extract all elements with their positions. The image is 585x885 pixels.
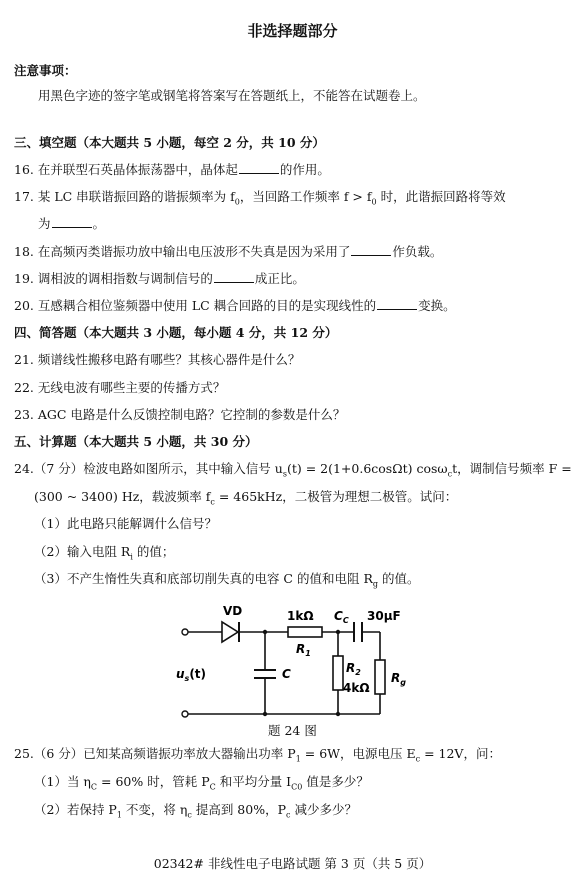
question-24-part2: （2）输入电阻 $R_i$ 的值；: [34, 544, 175, 562]
label-r2: $R_2$: [346, 661, 361, 677]
detector-circuit-diagram: [170, 600, 410, 720]
input-terminal-top: [182, 629, 188, 635]
label-c: C: [282, 667, 291, 681]
capacitor-c: [254, 670, 276, 678]
question-22: 22. 无线电波有哪些主要的传播方式？: [14, 380, 226, 395]
label-vd: VD: [223, 604, 243, 618]
notice-body: 用黑色字迹的签字笔或钢笔将答案写在答题纸上，不能答在试题卷上。: [38, 88, 426, 103]
label-cc-value: 30μF: [367, 609, 401, 623]
answer-blank[interactable]: [377, 297, 417, 310]
junction-node: [336, 712, 340, 716]
question-18: 18. 在高频丙类谐振功放中输出电压波形不失真是因为采用了 作负载。: [14, 244, 443, 259]
question-20: 20. 互感耦合相位鉴频器中使用 LC 耦合回路的目的是实现线性的 变换。: [14, 298, 456, 313]
question-19: 19. 调相波的调相指数与调制信号的 成正比。: [14, 271, 305, 286]
question-23: 23. AGC 电路是什么反馈控制电路？它控制的参数是什么？: [14, 407, 346, 422]
label-r1-value: 1kΩ: [287, 609, 314, 623]
input-terminal-bottom: [182, 711, 188, 717]
label-r2-value: 4kΩ: [343, 681, 370, 695]
question-24: 24.（7 分）检波电路如图所示，其中输入信号 $u_s(t) = 2(1+0.6\cos\Omega t)$ cosω$_c$t，调制信号频率 F =: [14, 461, 572, 479]
diode-vd: [222, 622, 239, 642]
answer-blank[interactable]: [351, 243, 391, 256]
junction-node: [263, 630, 267, 634]
question-24-part1: （1）此电路只能解调什么信号？: [34, 516, 217, 531]
answer-blank[interactable]: [52, 215, 92, 228]
label-r1: $R_1$: [296, 642, 311, 658]
label-cc: $C_C$: [334, 609, 349, 625]
answer-blank[interactable]: [214, 270, 254, 283]
question-17-cont: 为 。: [38, 216, 106, 231]
question-16: 16. 在并联型石英晶体振荡器中，晶体起 的作用。: [14, 162, 330, 177]
question-25-part2: （2）若保持 $P_1$ 不变，将 $\eta_c$ 提高到 80%，$P_c$ 减少多少？: [34, 802, 357, 820]
junction-node: [263, 712, 267, 716]
question-24-cont: (300 ~ 3400) Hz，载波频率 $f_c = 465kHz$，二极管为理想二极管。试问：: [34, 489, 458, 507]
question-25-part1: （1）当 $\eta_C = 60\%$ 时，管耗 $P_C$ 和平均分量 $I_{C0}$ 值是多少？: [34, 774, 369, 792]
junction-node: [336, 630, 340, 634]
section5-heading: 五、计算题（本大题共 5 小题，共 30 分）: [14, 434, 258, 449]
section3-heading: 三、填空题（本大题共 5 小题，每空 2 分，共 10 分）: [14, 135, 325, 150]
question-25: 25.（6 分）已知某高频谐振功率放大器输出功率 $P_1 = 6W$，电源电压 $E_c = 12V$，问：: [14, 746, 501, 764]
label-us: $u_s(t)$: [176, 667, 207, 683]
page-footer: 02342# 非线性电子电路试题 第 3 页（共 5 页）: [153, 856, 432, 871]
resistor-r1: [288, 627, 322, 637]
section4-heading: 四、简答题（本大题共 3 小题，每小题 4 分，共 12 分）: [14, 325, 338, 340]
answer-blank[interactable]: [239, 161, 279, 174]
page-title: 非选择题部分: [247, 22, 338, 40]
resistor-r2: [333, 656, 343, 690]
question-17: 17. 某 LC 串联谐振回路的谐振频率为 $f_0$，当回路工作频率 $f > f_0$ 时，此谐振回路将等效: [14, 189, 506, 207]
label-rg: $R_g$: [391, 671, 406, 687]
question-21: 21. 频谱线性搬移电路有哪些？其核心器件是什么？: [14, 352, 301, 367]
notice-heading: 注意事项：: [14, 63, 77, 78]
figure-caption: 题 24 图: [268, 723, 317, 738]
question-24-part3: （3）不产生惰性失真和底部切削失真的电容 C 的值和电阻 $R_g$ 的值。: [34, 571, 420, 589]
resistor-rg: [375, 660, 385, 694]
capacitor-cc: [354, 622, 362, 642]
